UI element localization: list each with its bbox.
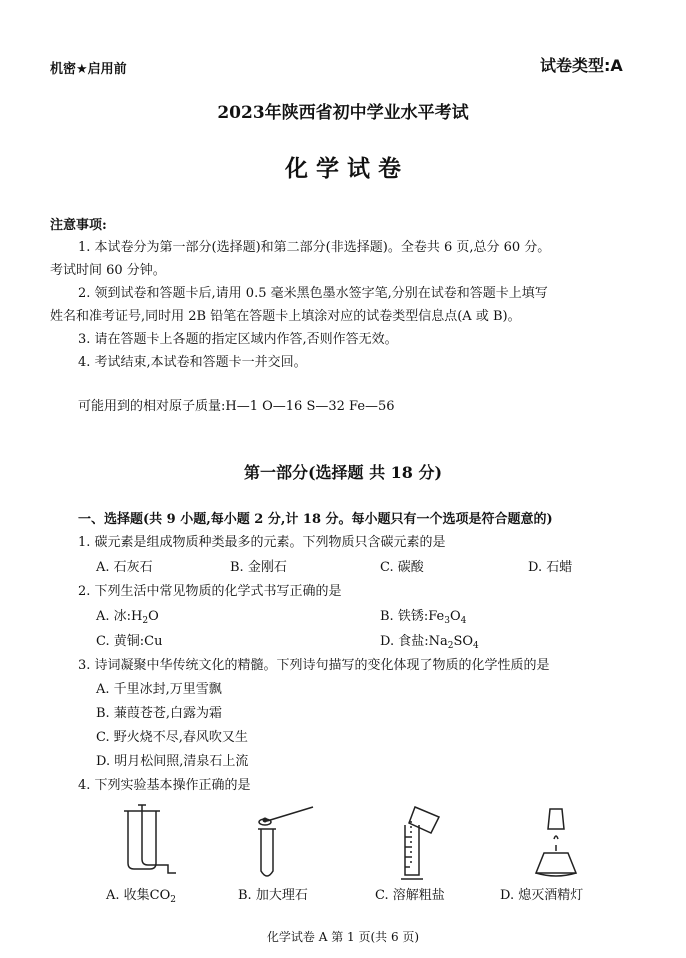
- paper-type-label: 试卷类型:A: [540, 56, 623, 75]
- q4-stem: 4. 下列实验基本操作正确的是: [78, 778, 251, 793]
- q3-option-a: A. 千里冰封,万里雪飘: [96, 682, 222, 697]
- q3-option-d: D. 明月松间照,清泉石上流: [96, 754, 249, 769]
- q2-option-d: D. 食盐$:Na_2SO_4$: [380, 634, 479, 651]
- q1-stem: 1. 碳元素是组成物质种类最多的元素。下列物质只含碳元素的是: [78, 535, 446, 550]
- q1-option-d: D. 石蜡: [528, 560, 573, 575]
- page-footer: 化学试卷 A 第 1 页(共 6 页): [266, 930, 420, 944]
- notice-item-2-line-1: 2. 领到试卷和答题卡后,请用 0.5 毫米黑色墨水签字笔,分别在试卷和答题卡上填写: [78, 286, 548, 301]
- q4-option-c: C. 溶解粗盐: [375, 888, 445, 903]
- q1-option-b: B. 金刚石: [230, 560, 287, 575]
- notice-item-1-line-1: 1. 本试卷分为第一部分(选择题)和第二部分(非选择题)。全卷共 6 页,总分 60 分。: [78, 240, 551, 255]
- confidential-label: 机密★启用前: [50, 62, 127, 77]
- q3-stem: 3. 诗词凝聚中华传统文化的精髓。下列诗句描写的变化体现了物质的化学性质的是: [78, 658, 550, 673]
- exam-title: 2023年陕西省初中学业水平考试: [217, 103, 469, 123]
- notice-item-3: 3. 请在答题卡上各题的指定区域内作答,否则作答无效。: [78, 332, 398, 347]
- notice-item-1-line-2: 考试时间 60 分钟。: [50, 263, 166, 278]
- notice-item-4: 4. 考试结束,本试卷和答题卡一并交回。: [78, 355, 307, 370]
- add-marble-figure: [243, 803, 323, 883]
- section-heading: 一、选择题(共 9 小题,每小题 2 分,计 18 分。每小题只有一个选项是符合题意的): [78, 512, 553, 527]
- notice-item-2-line-2: 姓名和准考证号,同时用 2B 铅笔在答题卡上填涂对应的试卷类型信息点(A 或 B)。: [50, 309, 521, 324]
- collect-co2-figure: [110, 803, 180, 878]
- notice-heading: 注意事项:: [50, 218, 107, 233]
- q4-option-d: D. 熄灭酒精灯: [500, 888, 584, 903]
- subject-title: 化 学 试 卷: [284, 155, 402, 182]
- q4-option-b: B. 加大理石: [238, 888, 308, 903]
- q1-option-a: A. 石灰石: [96, 560, 153, 575]
- q3-option-c: C. 野火烧不尽,春风吹又生: [96, 730, 248, 745]
- q1-option-c: C. 碳酸: [380, 560, 424, 575]
- q2-option-a: A. 冰$:H_2O$: [96, 609, 159, 626]
- q2-option-b: B. 铁锈$:Fe_3O_4$: [380, 609, 467, 626]
- atomic-masses: 可能用到的相对原子质量:H—1 O—16 S—32 Fe—56: [78, 399, 395, 414]
- extinguish-lamp-figure: [518, 803, 598, 883]
- q3-option-b: B. 蒹葭苍苍,白露为霜: [96, 706, 222, 721]
- q4-option-a: A. 收集$CO_2$: [106, 888, 176, 905]
- q2-stem: 2. 下列生活中常见物质的化学式书写正确的是: [78, 584, 342, 599]
- q2-option-c: C. 黄铜:Cu: [96, 634, 163, 649]
- dissolve-salt-figure: [375, 803, 455, 883]
- part-1-title: 第一部分(选择题 共 18 分): [243, 463, 443, 482]
